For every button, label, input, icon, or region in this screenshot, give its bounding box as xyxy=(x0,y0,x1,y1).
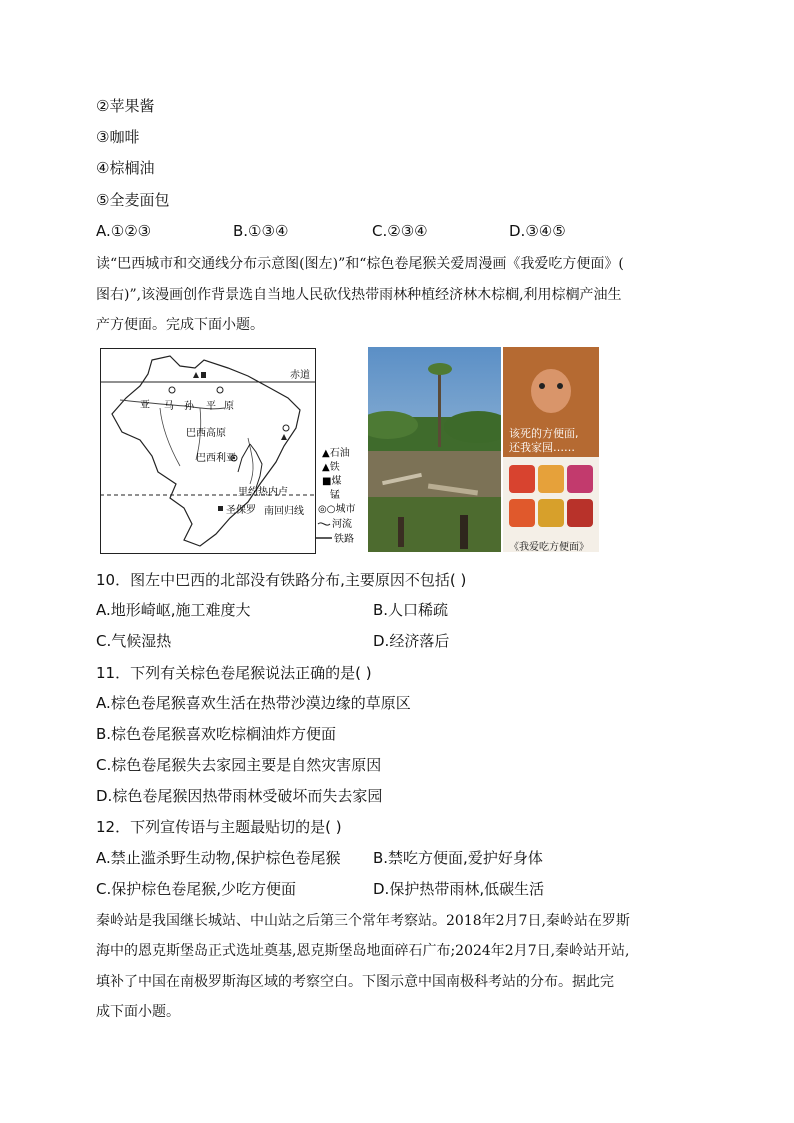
amazon-char: 亚 xyxy=(140,400,150,411)
legend-manganese: 锰 xyxy=(330,490,340,501)
option-item: ③咖啡 xyxy=(96,128,140,146)
choice-b: B.①③④ xyxy=(233,222,289,240)
legend-city: ◎○城市 xyxy=(318,504,356,515)
choice-b: B.禁吃方便面,爱护好身体 xyxy=(373,849,543,867)
equator-label: 赤道 xyxy=(290,370,310,381)
noodle-cups xyxy=(507,463,595,533)
legend-oil: ▲石油 xyxy=(322,448,350,459)
intro-paragraph-line: 秦岭站是我国继长城站、中山站之后第三个常年考察站。2018年2月7日,秦岭站在罗斯 xyxy=(96,913,630,929)
plateau-label: 巴西高原 xyxy=(186,428,226,439)
deforestation-photo xyxy=(368,347,501,552)
question-stem: 12．下列宣传语与主题最贴切的是( ) xyxy=(96,818,342,836)
option-item: ②苹果酱 xyxy=(96,97,155,115)
brazil-map xyxy=(100,348,368,554)
choice-a: A.棕色卷尾猴喜欢生活在热带沙漠边缘的草原区 xyxy=(96,694,411,712)
intro-paragraph-line: 产方便面。完成下面小题。 xyxy=(96,317,264,333)
q9-choices xyxy=(96,221,566,241)
choice-c: C.棕色卷尾猴失去家园主要是自然灾害原因 xyxy=(96,756,382,774)
comic-caption: 《我爱吃方便面》 xyxy=(509,542,589,553)
choice-d: D.③④⑤ xyxy=(509,222,566,240)
option-item: ④棕榈油 xyxy=(96,159,155,177)
question-stem: 11．下列有关棕色卷尾猴说法正确的是( ) xyxy=(96,664,372,682)
intro-paragraph-line: 填补了中国在南极罗斯海区域的考察空白。下图示意中国南极科考站的分布。据此完 xyxy=(96,974,614,990)
choice-d: D.棕色卷尾猴因热带雨林受破坏而失去家园 xyxy=(96,787,383,805)
choice-b: B.人口稀疏 xyxy=(373,601,449,619)
tropic-label: 南回归线 xyxy=(264,506,304,517)
saopaulo-label: 圣保罗 xyxy=(226,505,256,516)
comic-bubble-line: 该死的方便面, xyxy=(509,427,579,440)
choice-d: D.经济落后 xyxy=(373,632,450,650)
brasilia-label: 巴西利亚 xyxy=(196,453,236,464)
choice-c: C.保护棕色卷尾猴,少吃方便面 xyxy=(96,880,297,898)
intro-paragraph-line: 读“巴西城市和交通线分布示意图(图左)”和“棕色卷尾猴关爱周漫画《我爱吃方便面》( xyxy=(96,256,624,272)
intro-paragraph-line: 成下面小题。 xyxy=(96,1004,180,1020)
amazon-char: 原 xyxy=(224,401,234,412)
rio-label: 里约热内卢 xyxy=(238,487,288,498)
legend-river: 河流 xyxy=(332,519,352,530)
question-stem: 10．图左中巴西的北部没有铁路分布,主要原因不包括( ) xyxy=(96,571,467,589)
amazon-char: 平 xyxy=(206,401,216,412)
choice-a: A.①②③ xyxy=(96,222,152,240)
choice-a: A.禁止滥杀野生动物,保护棕色卷尾猴 xyxy=(96,849,341,867)
legend-iron: ▲铁 xyxy=(322,462,340,473)
choice-c: C.气候湿热 xyxy=(96,632,172,650)
comic-bubble-line: 还我家园…… xyxy=(509,441,575,454)
choice-b: B.棕色卷尾猴喜欢吃棕榈油炸方便面 xyxy=(96,725,337,743)
intro-paragraph-line: 海中的恩克斯堡岛正式选址奠基,恩克斯堡岛地面碎石广布;2024年2月7日,秦岭站开站, xyxy=(96,943,630,959)
legend-railway: 铁路 xyxy=(334,534,354,545)
legend-coal: ■煤 xyxy=(322,476,342,487)
comic-panel xyxy=(503,347,599,552)
choice-c: C.②③④ xyxy=(372,222,428,240)
intro-paragraph-line: 图右)”,该漫画创作背景选自当地人民砍伐热带雨林种植经济林木棕榈,利用棕榈产油生 xyxy=(96,287,622,303)
amazon-char: 马 xyxy=(164,401,174,412)
option-item: ⑤全麦面包 xyxy=(96,191,170,209)
choice-d: D.保护热带雨林,低碳生活 xyxy=(373,880,545,898)
amazon-char: 孙 xyxy=(184,401,194,412)
choice-a: A.地形崎岖,施工难度大 xyxy=(96,601,251,619)
